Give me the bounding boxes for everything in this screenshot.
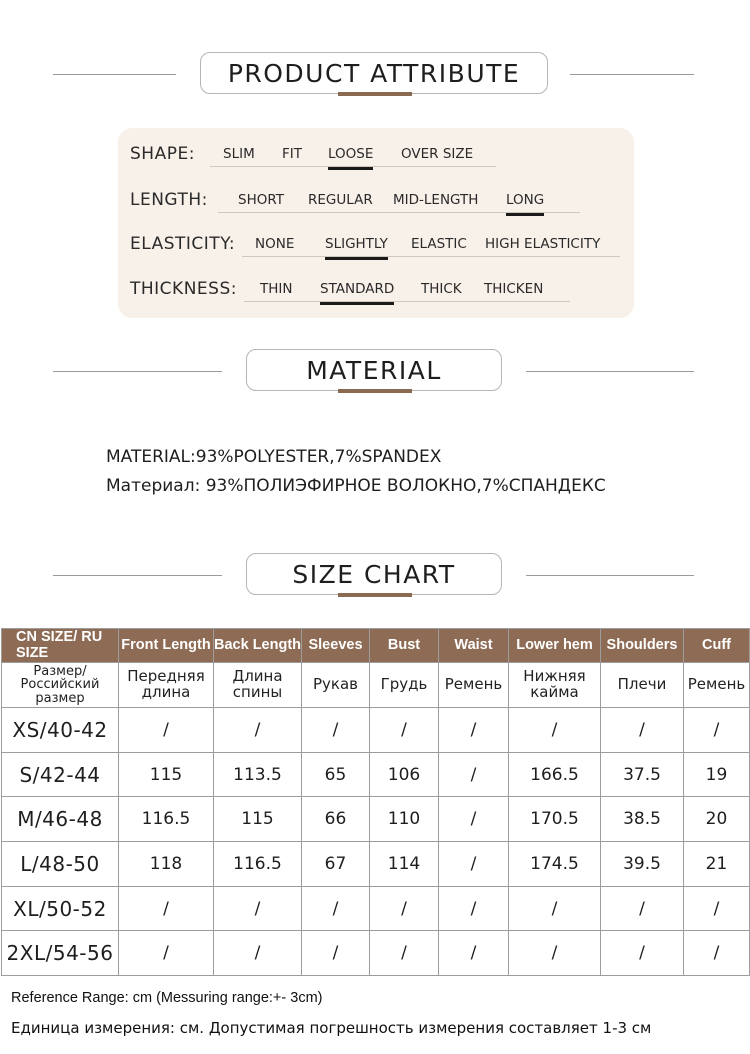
measurement-cell: 67: [302, 842, 370, 887]
attribute-option: SLIM: [223, 146, 255, 162]
column-header-ru: Передняя длина: [119, 663, 214, 708]
attribute-option-selected: STANDARD: [320, 281, 395, 297]
attribute-option-selected: LOOSE: [328, 146, 374, 162]
measurement-cell: /: [601, 931, 684, 976]
section-title: PRODUCT ATTRIBUTE: [200, 52, 548, 94]
table-row: [2, 708, 750, 753]
column-header: Sleeves: [302, 629, 370, 663]
title-underline: [338, 92, 412, 96]
size-cell: M/46-48: [2, 797, 119, 842]
size-cell: XL/50-52: [2, 886, 119, 931]
measurement-cell: 116.5: [119, 797, 214, 842]
attribute-option: MID-LENGTH: [393, 192, 479, 208]
product-attribute-header: [0, 50, 750, 100]
table-row: [2, 886, 750, 931]
column-header: Cuff: [684, 629, 750, 663]
measurement-cell: /: [214, 931, 302, 976]
measurement-cell: 65: [302, 752, 370, 797]
column-header: Bust: [370, 629, 439, 663]
column-header: Waist: [439, 629, 509, 663]
measurement-cell: /: [439, 797, 509, 842]
attribute-option-selected: LONG: [506, 192, 545, 208]
column-header: Shoulders: [601, 629, 684, 663]
attribute-option: NONE: [255, 236, 295, 252]
material-russian: Материал: 93%ПОЛИЭФИРНОЕ ВОЛОКНО,7%СПАНДЕКС: [106, 476, 606, 496]
measurement-cell: /: [509, 931, 601, 976]
measurement-cell: /: [439, 931, 509, 976]
attribute-option-selected: SLIGHTLY: [325, 236, 388, 252]
measurement-cell: /: [684, 931, 750, 976]
measurement-cell: 170.5: [509, 797, 601, 842]
column-header: CN SIZE/ RU SIZE: [2, 629, 119, 663]
measurement-cell: 37.5: [601, 752, 684, 797]
column-header: Front Length: [119, 629, 214, 663]
attribute-option: THICK: [421, 281, 462, 297]
right-divider: [526, 371, 694, 372]
measurement-cell: /: [214, 708, 302, 753]
section-title: MATERIAL: [246, 349, 502, 391]
measurement-cell: 110: [370, 797, 439, 842]
left-divider: [53, 371, 222, 372]
attribute-underline: [242, 256, 620, 257]
left-divider: [53, 74, 176, 75]
measurement-cell: /: [509, 708, 601, 753]
attribute-option: FIT: [282, 146, 302, 162]
measurement-note-russian: Единица измерения: см. Допустимая погрешность измерения составляет 1-3 см: [11, 1019, 652, 1037]
attribute-underline: [244, 301, 570, 302]
attribute-label: THICKNESS:: [130, 279, 237, 299]
size-cell: L/48-50: [2, 842, 119, 887]
measurement-cell: /: [439, 708, 509, 753]
left-divider: [53, 575, 222, 576]
size-cell: S/42-44: [2, 752, 119, 797]
attribute-label: SHAPE:: [130, 144, 195, 164]
measurement-cell: /: [439, 842, 509, 887]
measurement-cell: /: [302, 886, 370, 931]
measurement-cell: 19: [684, 752, 750, 797]
measurement-cell: 115: [214, 797, 302, 842]
measurement-cell: /: [509, 886, 601, 931]
measurement-cell: 115: [119, 752, 214, 797]
attribute-label: ELASTICITY:: [130, 234, 236, 254]
measurement-cell: /: [439, 752, 509, 797]
column-header-ru: Ремень: [684, 663, 750, 708]
column-header-ru: Ремень: [439, 663, 509, 708]
size-chart-table: [1, 628, 750, 976]
measurement-cell: 39.5: [601, 842, 684, 887]
measurement-cell: /: [601, 886, 684, 931]
right-divider: [570, 74, 694, 75]
size-cell: 2XL/54-56: [2, 931, 119, 976]
measurement-cell: 116.5: [214, 842, 302, 887]
measurement-cell: /: [119, 708, 214, 753]
measurement-cell: 21: [684, 842, 750, 887]
measurement-cell: 66: [302, 797, 370, 842]
measurement-cell: 20: [684, 797, 750, 842]
column-header-ru: Размер/ Российский размер: [2, 663, 119, 708]
measurement-cell: /: [119, 886, 214, 931]
table-row: [2, 842, 750, 887]
header-row-english: [2, 629, 750, 663]
measurement-cell: 114: [370, 842, 439, 887]
attribute-row-length: [118, 186, 634, 216]
table-row: [2, 797, 750, 842]
size-chart-header: [0, 551, 750, 601]
measurement-cell: /: [119, 931, 214, 976]
attribute-option: THIN: [260, 281, 293, 297]
attribute-option: OVER SIZE: [401, 146, 474, 162]
measurement-cell: 106: [370, 752, 439, 797]
table-row: [2, 931, 750, 976]
attribute-row-shape: [118, 140, 634, 170]
measurement-cell: /: [439, 886, 509, 931]
right-divider: [526, 575, 694, 576]
attribute-option: THICKEN: [484, 281, 544, 297]
attribute-panel: [118, 128, 634, 318]
measurement-cell: 118: [119, 842, 214, 887]
measurement-cell: /: [370, 886, 439, 931]
material-english: MATERIAL:93%POLYESTER,7%SPANDEX: [106, 447, 442, 467]
column-header-ru: Длина спины: [214, 663, 302, 708]
attribute-row-thickness: [118, 275, 634, 305]
header-row-russian: [2, 663, 750, 708]
column-header-ru: Нижняя кайма: [509, 663, 601, 708]
measurement-cell: /: [302, 708, 370, 753]
material-header: [0, 347, 750, 397]
title-underline: [338, 389, 412, 393]
column-header: Back Length: [214, 629, 302, 663]
attribute-option: ELASTIC: [411, 236, 467, 252]
title-underline: [338, 593, 412, 597]
measurement-cell: /: [302, 931, 370, 976]
column-header-ru: Рукав: [302, 663, 370, 708]
size-cell: XS/40-42: [2, 708, 119, 753]
measurement-cell: 113.5: [214, 752, 302, 797]
attribute-label: LENGTH:: [130, 190, 208, 210]
measurement-cell: 38.5: [601, 797, 684, 842]
attribute-option: HIGH ELASTICITY: [485, 236, 601, 252]
attribute-option: REGULAR: [308, 192, 373, 208]
section-title: SIZE CHART: [246, 553, 502, 595]
column-header-ru: Плечи: [601, 663, 684, 708]
measurement-cell: 174.5: [509, 842, 601, 887]
measurement-cell: /: [684, 886, 750, 931]
measurement-cell: 166.5: [509, 752, 601, 797]
column-header: Lower hem: [509, 629, 601, 663]
attribute-option: SHORT: [238, 192, 284, 208]
measurement-cell: /: [370, 708, 439, 753]
column-header-ru: Грудь: [370, 663, 439, 708]
table-row: [2, 752, 750, 797]
measurement-cell: /: [601, 708, 684, 753]
measurement-cell: /: [214, 886, 302, 931]
reference-range-note: Reference Range: cm (Messuring range:+- 3cm): [11, 990, 323, 1006]
measurement-cell: /: [370, 931, 439, 976]
measurement-cell: /: [684, 708, 750, 753]
attribute-row-elasticity: [118, 230, 634, 260]
